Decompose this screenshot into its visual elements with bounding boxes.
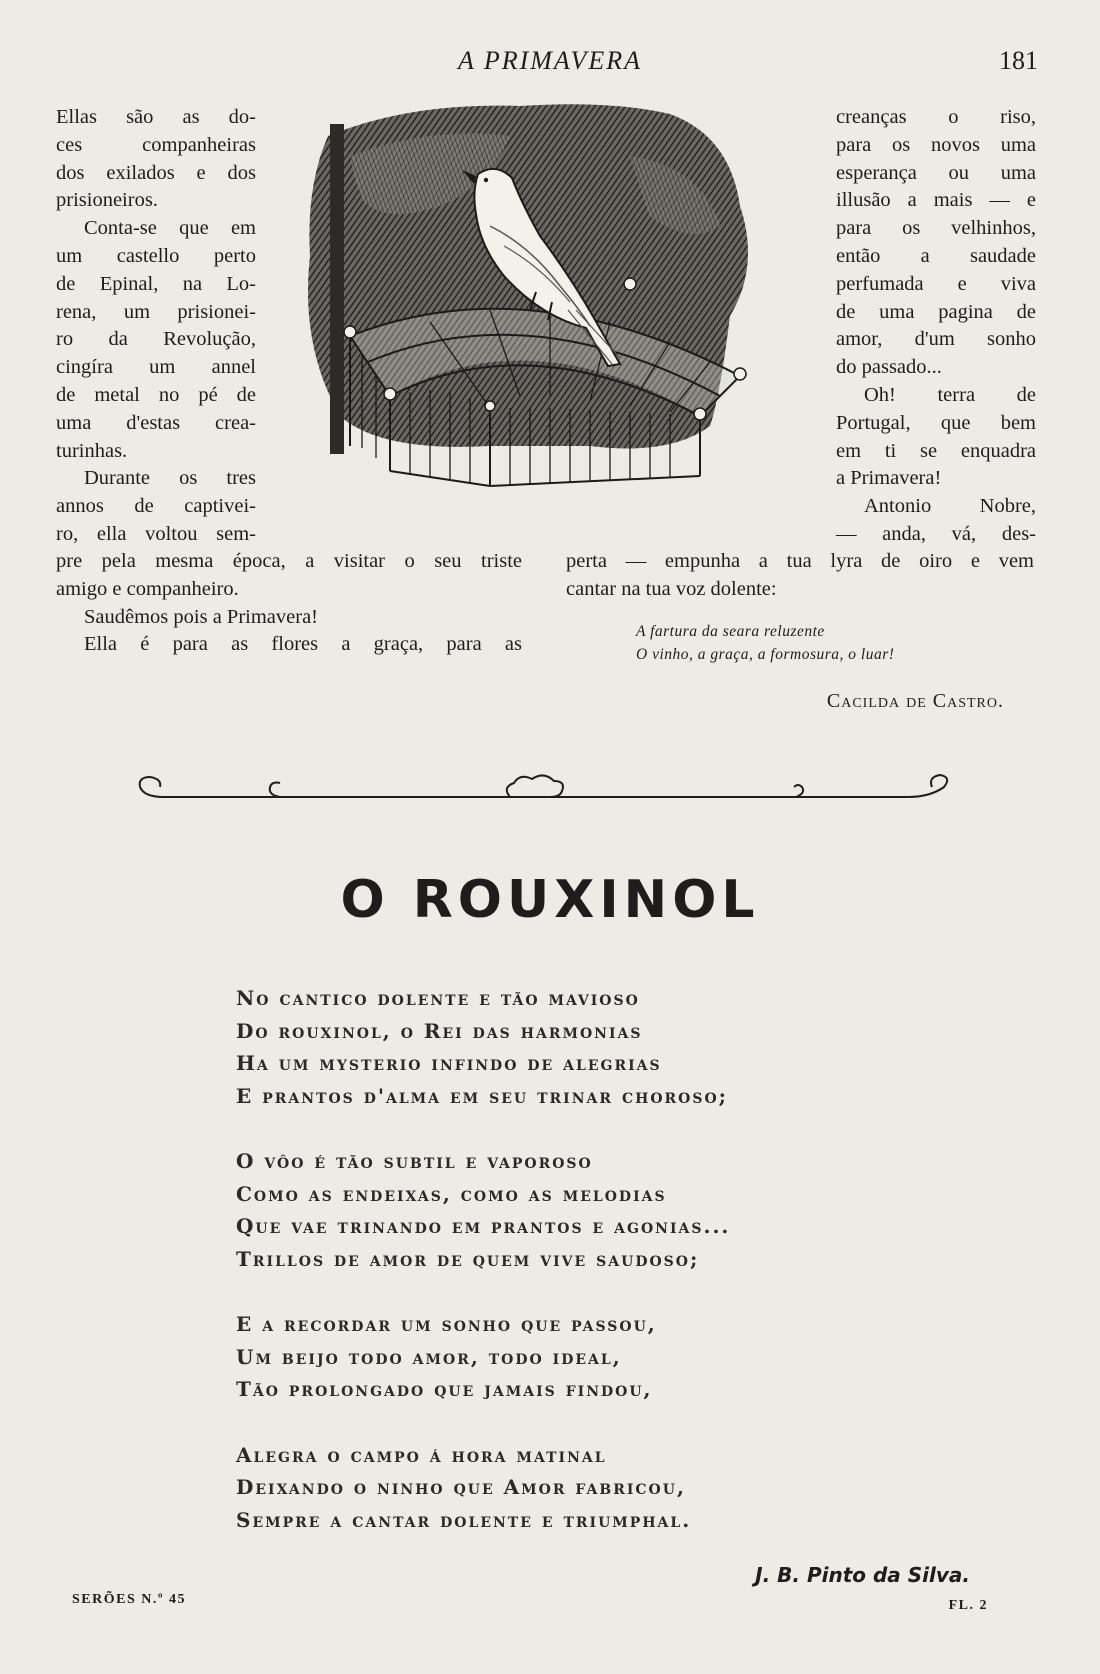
text-line: illusão a mais — e — [836, 189, 1036, 212]
text-line: Durante os tres — [84, 467, 256, 490]
bird-on-cage-illustration — [290, 96, 790, 506]
verse-line: Que vae trinando em prantos e agonias... — [236, 1214, 731, 1238]
poem-title: O ROUXINOL — [340, 870, 760, 930]
text-line: Oh! terra de — [864, 383, 1036, 406]
text-line: de metal no pé de — [56, 383, 256, 406]
text-line: de uma pagina de — [836, 300, 1036, 323]
poem-stanza — [236, 982, 730, 1112]
text-line: Ella é para as flores a graça, para as — [84, 633, 522, 656]
verse-line: O vôo é tão subtil e vaporoso — [236, 1149, 593, 1173]
text-line: cingíra um annel — [56, 356, 256, 379]
text-line: creanças o riso, — [836, 106, 1036, 128]
article-left-wide — [56, 548, 522, 659]
text-line: para os velhinhos, — [836, 217, 1036, 240]
verse-quote — [636, 620, 894, 666]
text-line: Ellas são as do- — [56, 106, 256, 128]
text-line: Antonio Nobre, — [864, 495, 1036, 518]
text-line: Portugal, que bem — [836, 411, 1036, 434]
text-line: turinhas. — [56, 439, 128, 462]
verse-line: No cantico dolente e tão mavioso — [236, 986, 640, 1010]
page-number: 181 — [999, 46, 1038, 75]
text-line: esperança ou uma — [836, 161, 1036, 184]
scroll-divider-ornament — [130, 765, 960, 815]
verse-line: Deixando o ninho que Amor fabricou, — [236, 1475, 686, 1499]
verse-line: Do rouxinol, o Rei das harmonias — [236, 1018, 643, 1043]
text-line: cantar na tua voz dolente: — [566, 577, 777, 600]
poem-body — [236, 982, 730, 1569]
text-line: amigo e companheiro. — [56, 577, 239, 600]
text-line: então a saudade — [836, 244, 1036, 267]
text-line: ro, ella voltou sem- — [56, 522, 256, 545]
text-line: um castello perto — [56, 244, 256, 267]
quote-line: A fartura da seara reluzente — [636, 623, 825, 640]
text-line: do passado... — [836, 356, 942, 379]
text-line: para os novos uma — [836, 133, 1036, 156]
verse-line: Como as endeixas, como as melodias — [236, 1181, 667, 1206]
text-line: prisioneiros. — [56, 189, 158, 212]
verse-line: Sempre a cantar dolente e triumphal. — [236, 1507, 692, 1532]
text-line: a Primavera! — [836, 467, 942, 490]
article-left-column — [56, 104, 256, 549]
text-line: Saudêmos pois a Primavera! — [84, 605, 318, 628]
verse-line: Trillos de amor de quem vive saudoso; — [236, 1246, 700, 1271]
quote-line: O vinho, a graça, a formosura, o luar! — [636, 646, 895, 663]
text-line: de Epinal, na Lo- — [56, 272, 256, 295]
text-line: uma d'estas crea- — [56, 411, 256, 434]
poem-stanza — [236, 1308, 730, 1406]
verse-line: E prantos d'alma em seu trinar choroso; — [236, 1083, 729, 1108]
footer-issue: SERÕES N.º 45 — [72, 1592, 186, 1607]
text-line: perfumada e viva — [836, 272, 1036, 295]
text-line: annos de captivei- — [56, 495, 256, 518]
text-line: Conta-se que em — [84, 217, 256, 240]
text-line: dos exilados e dos — [56, 161, 256, 184]
text-line: amor, d'um sonho — [836, 328, 1036, 351]
poem-signature: J. B. Pinto da Silva. — [755, 1563, 970, 1587]
article-signature: Cacilda de Castro. — [826, 690, 1004, 712]
text-line: em ti se enquadra — [836, 439, 1036, 462]
text-line: rena, um prisionei- — [56, 300, 256, 323]
verse-line: E a recordar um sonho que passou, — [236, 1312, 657, 1336]
text-line: ces companheiras — [56, 133, 256, 156]
verse-line: Alegra o campo á hora matinal — [236, 1442, 607, 1467]
text-line: ro da Revolução, — [56, 328, 256, 351]
article-right-wide — [566, 548, 1034, 604]
poem-stanza — [236, 1439, 730, 1537]
article-right-column — [836, 104, 1036, 549]
running-header-title: A PRIMAVERA — [457, 46, 643, 75]
text-line: perta — empunha a tua lyra de oiro e vem — [566, 550, 1034, 572]
footer-sheet: FL. 2 — [948, 1598, 988, 1613]
verse-line: Um beijo todo amor, todo ideal, — [236, 1344, 622, 1369]
text-line: pre pela mesma época, a visitar o seu triste — [56, 550, 522, 572]
verse-line: Tão prolongado que jamais findou, — [236, 1377, 653, 1401]
verse-line: Ha um mysterio infindo de alegrias — [236, 1051, 662, 1075]
text-line: — anda, vá, des- — [836, 522, 1036, 545]
poem-stanza — [236, 1145, 730, 1275]
